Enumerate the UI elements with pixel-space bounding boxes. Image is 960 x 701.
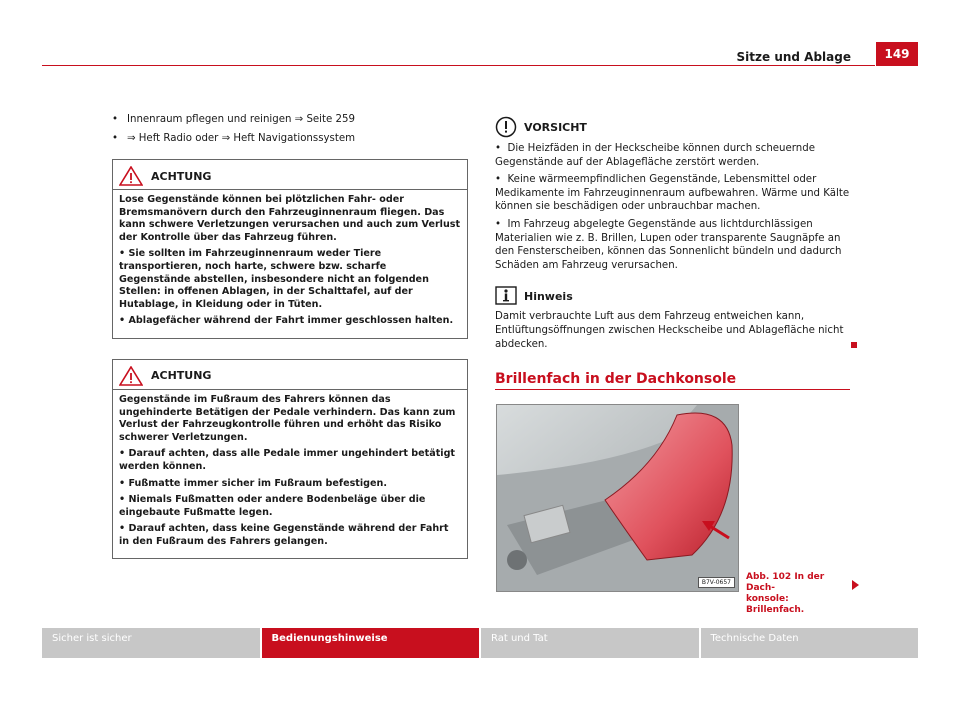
caution-item: • Die Heizfäden in der Heckscheibe können durch scheuernde Gegenstände auf der Ablagefläche zerstört werden. [495, 143, 815, 168]
note-text: Damit verbrauchte Luft aus dem Fahrzeug entweichen kann, Entlüftungsöffnungen zwischen Heckscheibe und Ablagefläche nicht abdecken. [495, 310, 857, 351]
section-title: Brillenfach in der Dachkonsole [495, 371, 737, 387]
figure-code: B7V-0657 [698, 577, 735, 588]
warning-box-header [113, 160, 467, 190]
caution-header [495, 116, 857, 138]
warning-item: • Darauf achten, dass keine Gegenstände während der Fahrt in den Fußraum des Fahrers gelangen. [119, 523, 449, 547]
end-marker-icon [851, 342, 857, 348]
warning-triangle-icon [119, 366, 143, 386]
page-header-title: Sitze und Ablage [736, 50, 851, 64]
warning-box-title: ACHTUNG [151, 369, 212, 383]
warning-box-header [113, 360, 467, 390]
footer-tab-rat-und-tat[interactable]: Rat und Tat [481, 628, 699, 658]
warning-box-1 [112, 159, 468, 339]
footer-tab-bedienungshinweise[interactable]: Bedienungshinweise [262, 628, 480, 658]
warning-triangle-icon [119, 166, 143, 186]
warning-intro: Gegenstände im Fußraum des Fahrers können das ungehinderte Betätigen der Pedale verhindern. Das kann zum Verlust der Fahrzeugkontrolle führen und erhöht das Risiko schwerer Verletzungen. [119, 393, 456, 443]
caution-item: • Keine wärmeempfindlichen Gegenstände, Lebensmittel oder Medikamente im Fahrzeuginnenraum aufbewahren. Wärme und Kälte können sie beschädigen oder unbrauchbar machen. [495, 174, 850, 213]
continue-arrow-icon [852, 580, 859, 590]
warning-intro: Lose Gegenstände können bei plötzlichen Fahr- oder Bremsmanövern durch den Fahrzeuginnenraum fliegen. Das kann schwere Verletzungen verursachen und auch zum Verlust der Kontrolle über das Fahrzeug führen. [119, 194, 461, 243]
header-rule [42, 65, 875, 66]
note-title: Hinweis [524, 289, 573, 303]
footer-nav [42, 628, 918, 658]
warning-item: • Niemals Fußmatten oder andere Bodenbeläge über die eingebaute Fußmatte legen. [119, 494, 426, 518]
bullet-item: • Innenraum pflegen und reinigen ⇒ Seite 259 [112, 113, 468, 127]
warning-box-2 [112, 359, 468, 560]
roof-console-illustration [497, 405, 739, 592]
figure-image [496, 404, 739, 592]
figure-caption: Abb. 102 In der Dach- konsole: Brillenfach. [746, 572, 825, 615]
bullet-item: • ⇒ Heft Radio oder ⇒ Heft Navigationssystem [112, 132, 468, 146]
warning-box-body [113, 190, 467, 338]
caution-title: VORSICHT [524, 120, 587, 134]
warning-box-title: ACHTUNG [151, 169, 212, 183]
caution-exclamation-icon [495, 116, 517, 138]
warning-item: • Darauf achten, dass alle Pedale immer ungehindert betätigt werden können. [119, 448, 456, 472]
warning-item: • Ablagefächer während der Fahrt immer geschlossen halten. [119, 315, 454, 327]
caution-item: • Im Fahrzeug abgelegte Gegenstände aus lichtdurchlässigen Materialien wie z. B. Brillen, Lupen oder transparente Saugnäpfe an den Fensterscheiben, können das Sonnenlicht bündeln und dadurch Schäden am Fahrzeug verursachen. [495, 218, 842, 271]
note-header [495, 286, 857, 306]
right-column [495, 116, 857, 355]
warning-box-body [113, 390, 467, 559]
info-note-icon [495, 286, 517, 306]
page-number: 149 [876, 42, 918, 66]
footer-tab-sicher[interactable]: Sicher ist sicher [42, 628, 260, 658]
left-column [112, 113, 468, 559]
warning-item: • Fußmatte immer sicher im Fußraum befestigen. [119, 477, 388, 489]
warning-item: • Sie sollten im Fahrzeuginnenraum weder Tiere transportieren, noch harte, schwere bzw. scharfe Gegenstände abstellen, insbesondere nicht an folgenden Stellen: in offenen Ablagen, in der Schalttafel, auf der Hutablage, in Kleidung oder in Tüten. [119, 248, 429, 310]
section-rule [495, 389, 850, 390]
footer-tab-technische-daten[interactable]: Technische Daten [701, 628, 919, 658]
